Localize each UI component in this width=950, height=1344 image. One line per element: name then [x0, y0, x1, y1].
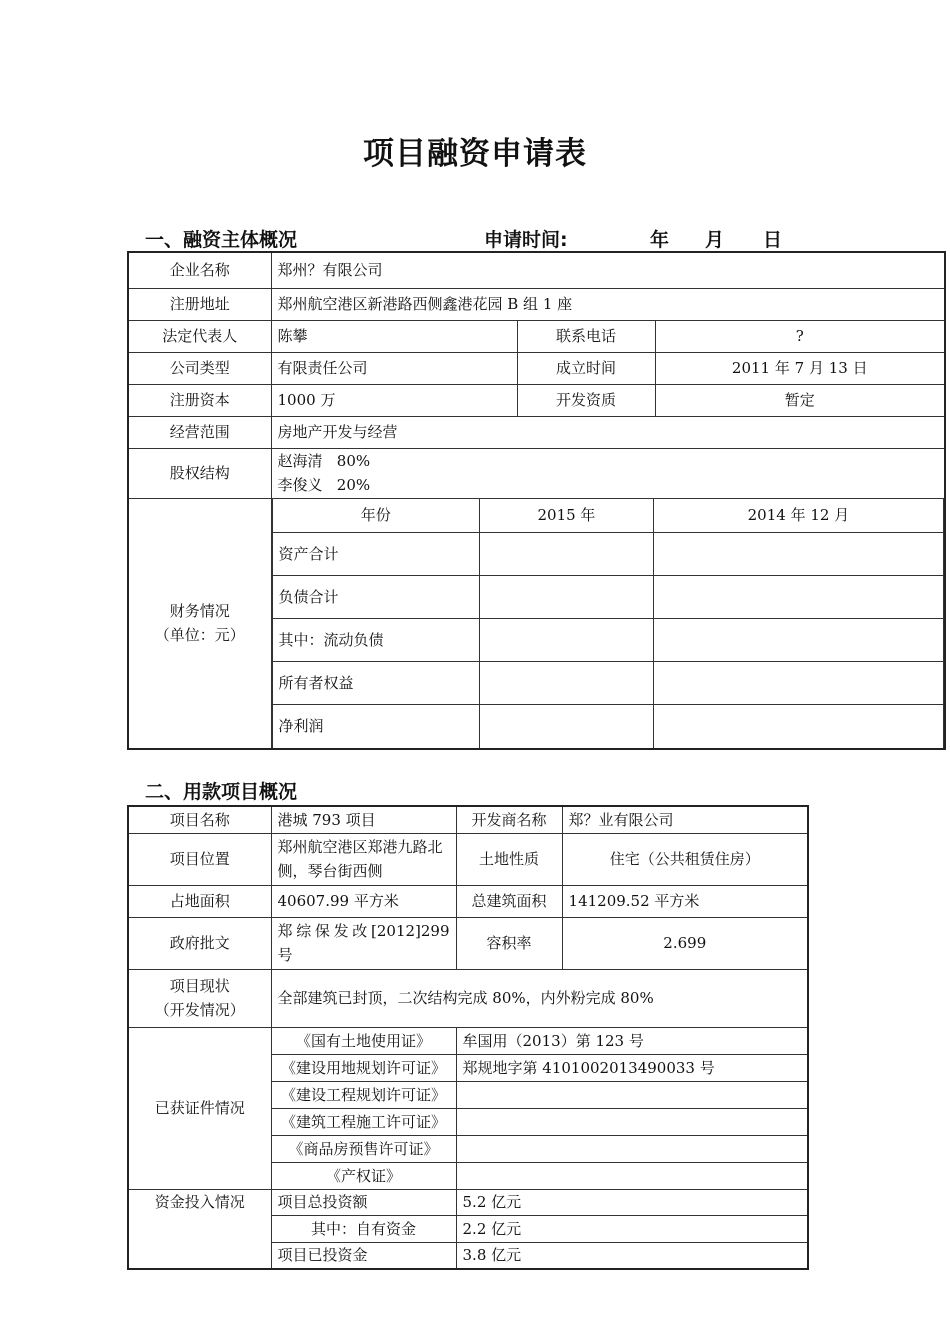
approval-label: 政府批文	[128, 917, 271, 969]
land-area-label: 占地面积	[128, 885, 271, 917]
land-nature-label: 土地性质	[456, 833, 562, 885]
reg-address-label: 注册地址	[128, 288, 271, 320]
apply-date-label: 申请时间:	[484, 229, 568, 251]
equity-line: 赵海清 80%	[277, 452, 371, 470]
company-name: 郑州？有限公司	[271, 252, 945, 288]
finance-row-2014	[653, 619, 943, 662]
finance-row-2015	[480, 705, 654, 748]
finance-row-2015	[480, 576, 654, 619]
land-nature: 住宅（公共租赁住房）	[562, 833, 808, 885]
table-row	[272, 576, 944, 619]
phone: ?	[655, 320, 945, 352]
permit-name: 《建设工程规划许可证》	[271, 1081, 456, 1108]
apply-year: 年	[650, 229, 670, 251]
table-row	[272, 619, 944, 662]
apply-day: 日	[763, 229, 783, 251]
finance-row-2014	[653, 576, 943, 619]
founded: 2011 年 7 月 13 日	[655, 352, 945, 384]
company-type-label: 公司类型	[128, 352, 271, 384]
capital-label: 注册资本	[128, 384, 271, 416]
equity-label: 股权结构	[128, 448, 271, 498]
company-table	[127, 251, 946, 750]
finance-header-2015: 2015 年	[480, 499, 654, 533]
land-area: 40607.99 平方米	[271, 885, 456, 917]
permit-name: 《商品房预售许可证》	[271, 1135, 456, 1162]
company-type: 有限责任公司	[271, 352, 517, 384]
page-title: 项目融资申请表	[363, 136, 587, 172]
far-label: 容积率	[456, 917, 562, 969]
equity-cell	[271, 448, 945, 498]
permit-value	[456, 1108, 808, 1135]
finance-row-2014	[653, 662, 943, 705]
investment-label: 资金投入情况	[128, 1189, 271, 1269]
legal-rep: 陈攀	[271, 320, 517, 352]
status-label	[128, 969, 271, 1027]
company-name-label: 企业名称	[128, 252, 271, 288]
permit-value: 郑规地字第 4101002013490033 号	[456, 1054, 808, 1081]
qualification: 暂定	[655, 384, 945, 416]
table-row	[272, 662, 944, 705]
project-table	[127, 805, 809, 1270]
permit-value	[456, 1081, 808, 1108]
developer: 郑？业有限公司	[562, 806, 808, 833]
qualification-label: 开发资质	[517, 384, 655, 416]
table-row	[272, 533, 944, 576]
scope-label: 经营范围	[128, 416, 271, 448]
section1-heading: 一、融资主体概况	[145, 229, 298, 251]
finance-row-label: 净利润	[272, 705, 480, 748]
permit-name: 《建设用地规划许可证》	[271, 1054, 456, 1081]
finance-row-label: 其中：流动负债	[272, 619, 480, 662]
finance-label-unit: （单位：元）	[154, 626, 245, 644]
location-label: 项目位置	[128, 833, 271, 885]
far: 2.699	[562, 917, 808, 969]
permits-label: 已获证件情况	[128, 1027, 271, 1189]
approval: 郑综保发改[2012]299 号	[271, 917, 456, 969]
location: 郑州航空港区郑港九路北侧，琴台街西侧	[271, 833, 456, 885]
finance-row-2014	[653, 533, 943, 576]
finance-subtable-cell	[271, 498, 945, 749]
finance-row-label: 资产合计	[272, 533, 480, 576]
status-label-sub: （开发情况）	[154, 1001, 245, 1019]
finance-row-2015	[480, 662, 654, 705]
finance-row-2015	[480, 619, 654, 662]
finance-label-main: 财务情况	[169, 602, 230, 620]
building-area: 141209.52 平方米	[562, 885, 808, 917]
apply-month: 月	[705, 229, 725, 251]
investment-name: 项目已投资金	[271, 1242, 456, 1269]
investment-value: 2.2 亿元	[456, 1215, 808, 1242]
finance-row-label: 负债合计	[272, 576, 480, 619]
legal-rep-label: 法定代表人	[128, 320, 271, 352]
finance-row-label: 所有者权益	[272, 662, 480, 705]
investment-value: 3.8 亿元	[456, 1242, 808, 1269]
finance-header-2014: 2014 年 12 月	[653, 499, 943, 533]
developer-label: 开发商名称	[456, 806, 562, 833]
finance-row-2014	[653, 705, 943, 748]
scope: 房地产开发与经营	[271, 416, 945, 448]
investment-name: 其中：自有资金	[271, 1215, 456, 1242]
equity-line: 李俊义 20%	[277, 476, 371, 494]
finance-table	[272, 499, 945, 748]
permit-value	[456, 1162, 808, 1189]
permit-name: 《建筑工程施工许可证》	[271, 1108, 456, 1135]
founded-label: 成立时间	[517, 352, 655, 384]
project-name-label: 项目名称	[128, 806, 271, 833]
finance-row-2015	[480, 533, 654, 576]
phone-label: 联系电话	[517, 320, 655, 352]
building-area-label: 总建筑面积	[456, 885, 562, 917]
status: 全部建筑已封顶，二次结构完成 80%，内外粉完成 80%	[271, 969, 808, 1027]
capital: 1000 万	[271, 384, 517, 416]
permit-value	[456, 1135, 808, 1162]
permit-name: 《产权证》	[271, 1162, 456, 1189]
investment-value: 5.2 亿元	[456, 1189, 808, 1215]
project-name: 港城 793 项目	[271, 806, 456, 833]
finance-header-year: 年份	[272, 499, 480, 533]
permit-value: 牟国用（2013）第 123 号	[456, 1027, 808, 1054]
finance-label	[128, 498, 271, 749]
section2-heading: 二、用款项目概况	[145, 781, 298, 803]
investment-name: 项目总投资额	[271, 1189, 456, 1215]
status-label-main: 项目现状	[169, 977, 230, 995]
reg-address: 郑州航空港区新港路西侧鑫港花园 B 组 1 座	[271, 288, 945, 320]
table-row	[272, 705, 944, 748]
permit-name: 《国有土地使用证》	[271, 1027, 456, 1054]
